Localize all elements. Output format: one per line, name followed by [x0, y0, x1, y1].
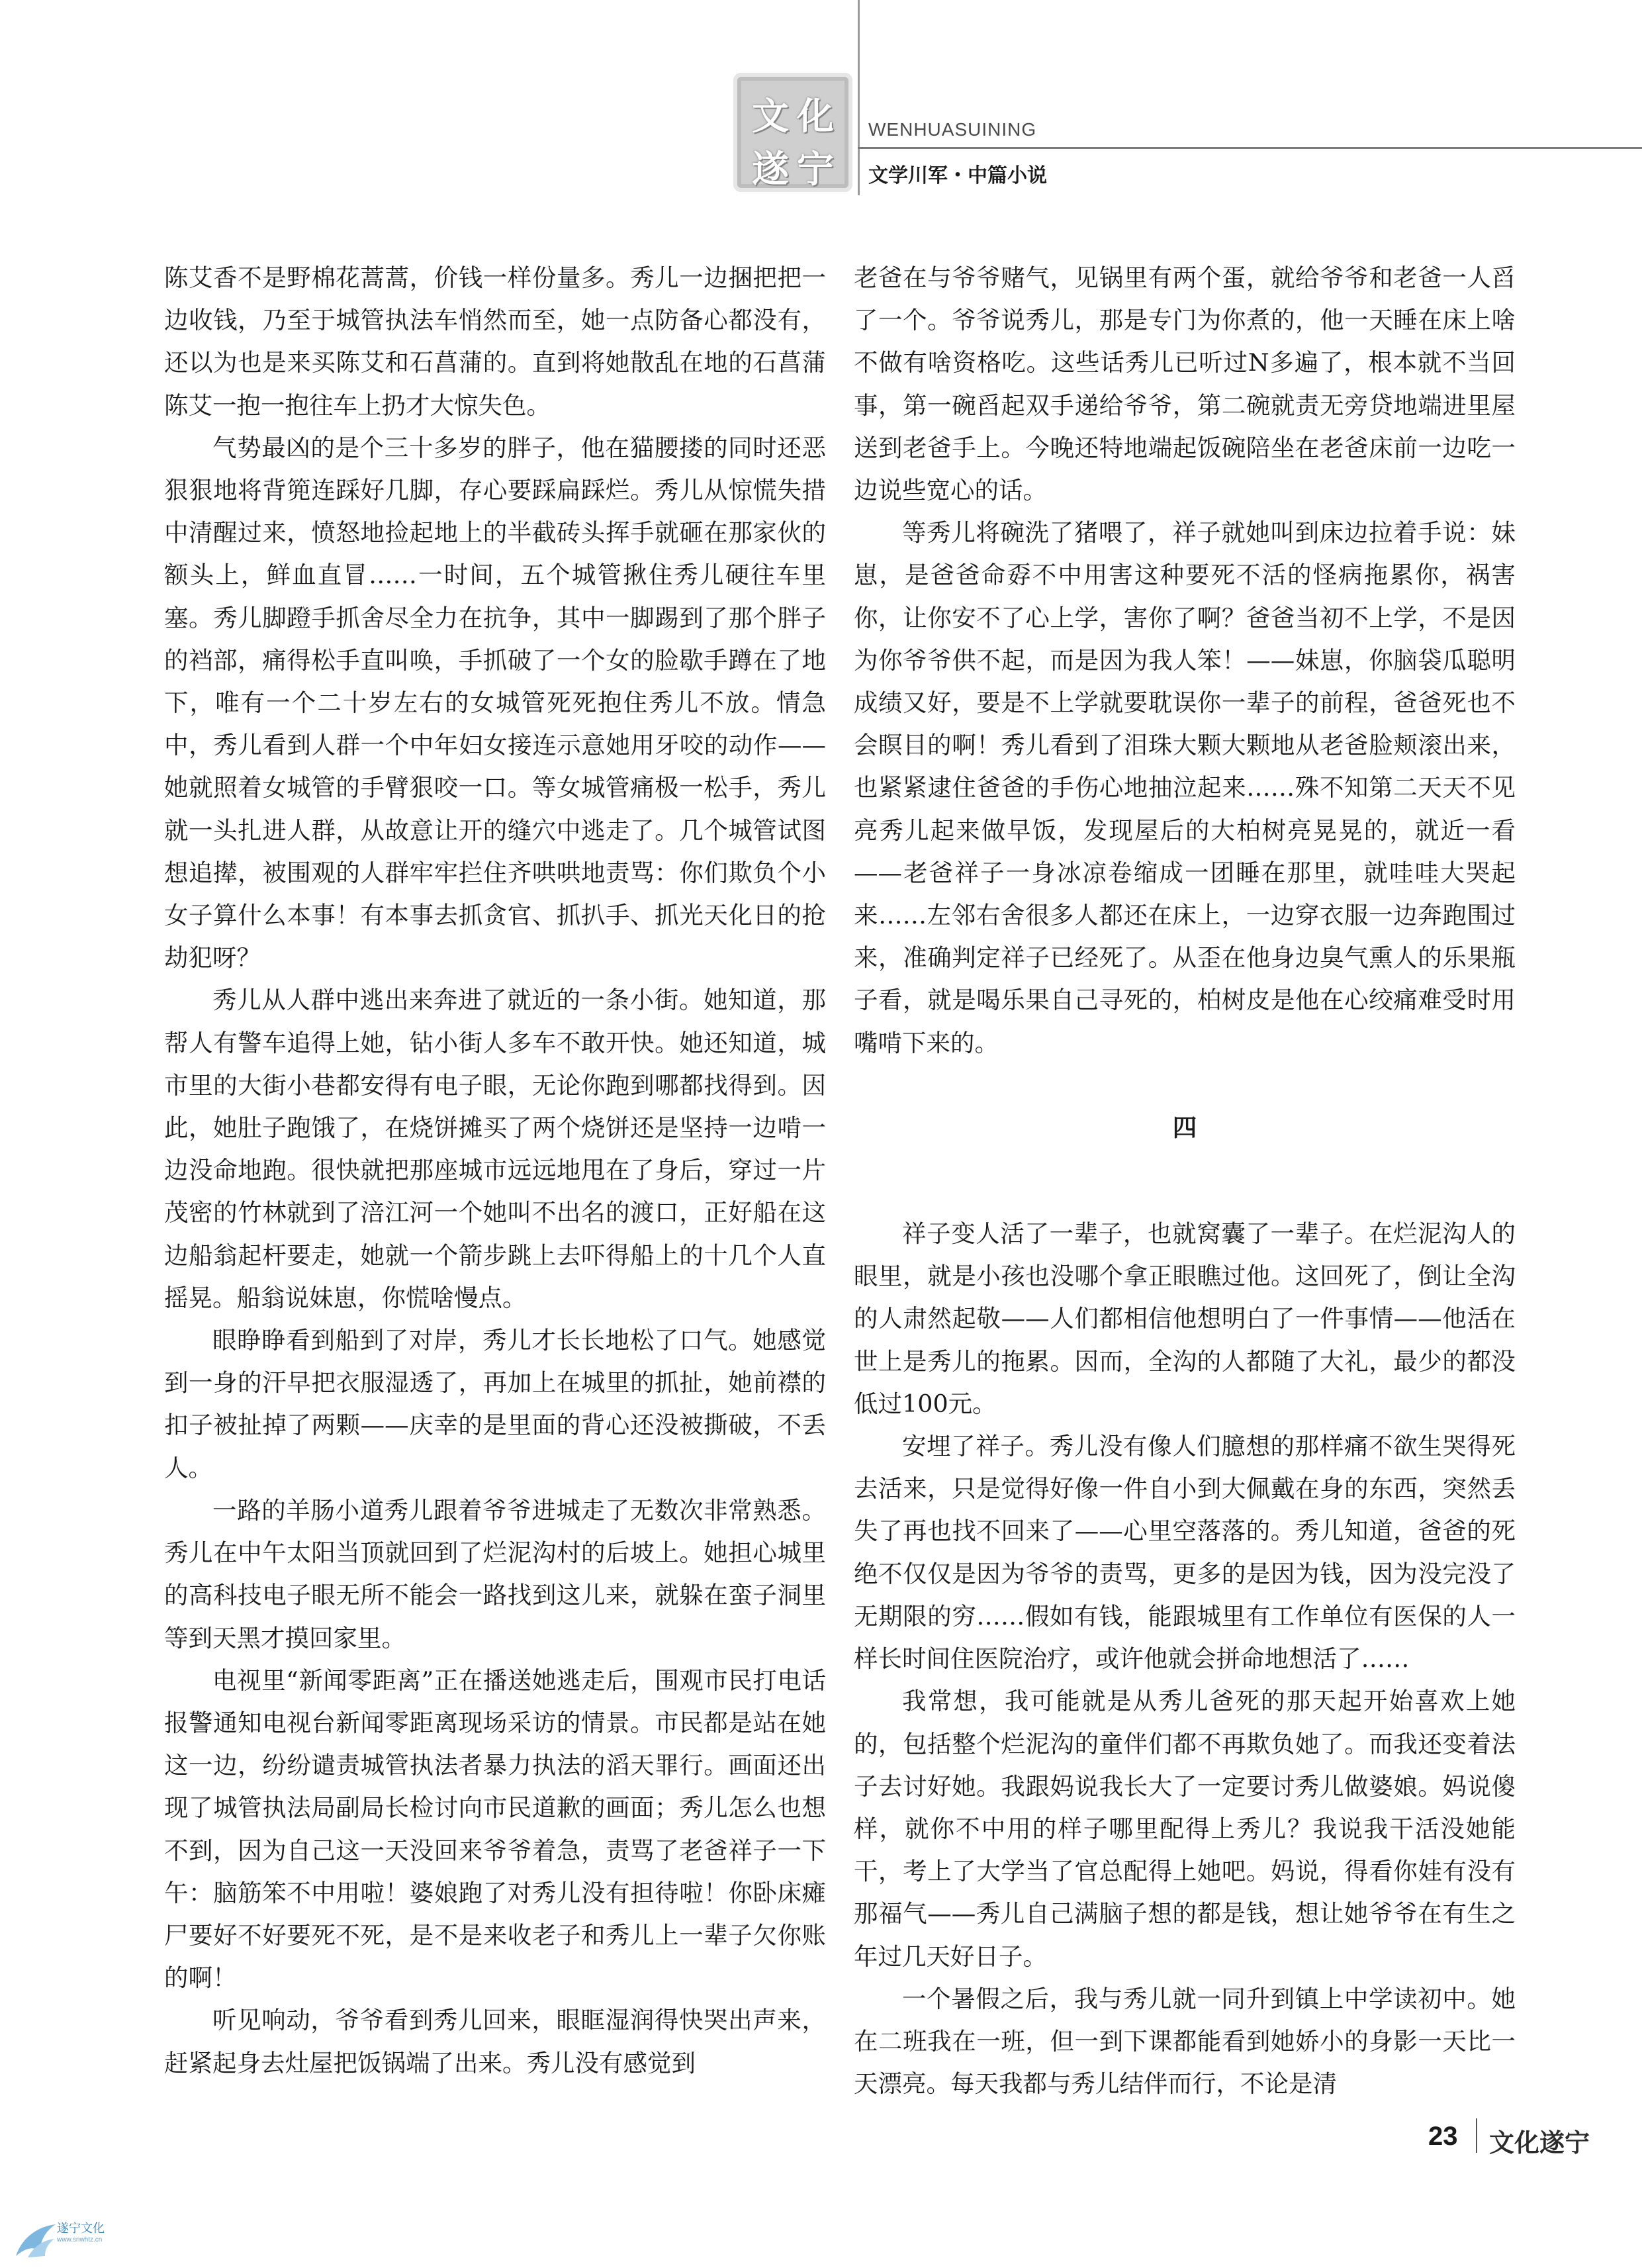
paragraph: 电视里“新闻零距离”正在播送她逃走后，围观市民打电话报警通知电视台新闻零距离现场采访的情景。市民都是站在她这一边，纷纷谴责城管执法者暴力执法的滔天罪行。画面还出现了城管执法局副局长检讨向市民道歉的画面；秀儿怎么也想不到，因为自己这一天没回来爷爷着急，责骂了老爸祥子一下午：脑筋笨不中用啦！婆娘跑了对秀儿没有担待啦！你卧床瘫尸要好不好要死不死，是不是来收老子和秀儿上一辈子欠你账的啊！ [164, 1666, 826, 1993]
seal-char-3: 遂 [752, 148, 789, 191]
footer-magazine-name: 文化遂宁 [1489, 2128, 1590, 2157]
page-number: 23 [1428, 2122, 1458, 2151]
footer-separator [1476, 2118, 1477, 2153]
paragraph: 等秀儿将碗洗了猪喂了，祥子就她叫到床边拉着手说：妹崽，是爸爸命孬不中用害这种要死不活的怪病拖累你，祸害你，让你安不了心上学，害你了啊？爸爸当初不上学，不是因为你爷爷供不起，而是因为我人笨！——妹崽，你脑袋瓜聪明成绩又好，要是不上学就要耽误你一辈子的前程，爸爸死也不会瞑目的啊！秀儿看到了泪珠大颗大颗地从老爸脸颊滚出来，也紧紧逮住爸爸的手伤心地抽泣起来……殊不知第二天天不见亮秀儿起来做早饭，发现屋后的大柏树亮晃晃的，就近一看——老爸祥子一身冰凉卷缩成一团睡在那里，就哇哇大哭起来……左邻右舍很多人都还在床上，一边穿衣服一边奔跑围过来，准确判定祥子已经死了。从歪在他身边臭气熏人的乐果瓶子看，就是喝乐果自己寻死的，柏树皮是他在心绞痛难受时用嘴啃下来的。 [854, 518, 1516, 1057]
seal-char-4: 宁 [797, 148, 834, 191]
header-vertical-rule [858, 0, 860, 195]
right-text-column [854, 257, 1516, 2105]
corner-logo-text: 遂宁文化 [57, 2222, 105, 2236]
seal-char-2: 化 [797, 95, 834, 138]
paragraph: 安埋了祥子。秀儿没有像人们臆想的那样痛不欲生哭得死去活来，只是觉得好像一件自小到大佩戴在身的东西，突然丢失了再也找不回来了——心里空落落的。秀儿知道，爸爸的死绝不仅仅是因为爷爷的责骂，更多的是因为钱，因为没完没了无期限的穷……假如有钱，能跟城里有工作单位有医保的人一样长时间住医院治疗，或许他就会拼命地想活了…… [854, 1432, 1516, 1674]
seal-char-1: 文 [752, 95, 789, 138]
corner-logo-url: www.snwhtz.cn [57, 2236, 103, 2244]
paragraph: 一个暑假之后，我与秀儿就一同升到镇上中学读初中。她在二班我在一班，但一到下课都能看到她娇小的身影一天比一天漂亮。每天我都与秀儿结伴而行，不论是清 [854, 1984, 1516, 2099]
paragraph: 秀儿从人群中逃出来奔进了就近的一条小街。她知道，那帮人有警车追得上她，钻小街人多车不敢开快。她还知道，城市里的大街小巷都安得有电子眼，无论你跑到哪都找得到。因此，她肚子跑饿了，在烧饼摊买了两个烧饼还是坚持一边啃一边没命地跑。很快就把那座城市远远地甩在了身后，穿过一片茂密的竹林就到了涪江河一个她叫不出名的渡口，正好船在这边船翁起杆要走，她就一个箭步跳上去吓得船上的十几个人直摇晃。船翁说妹崽，你慌啥慢点。 [164, 986, 826, 1312]
header-horizontal-rule [858, 147, 1642, 149]
paragraph: 气势最凶的是个三十多岁的胖子，他在猫腰搂的同时还恶狠狠地将背篼连踩好几脚，存心要踩扁踩烂。秀儿从惊慌失措中清醒过来，愤怒地捡起地上的半截砖头挥手就砸在那家伙的额头上，鲜血直冒……一时间，五个城管揪住秀儿硬往车里塞。秀儿脚蹬手抓舍尽全力在抗争，其中一脚踢到了那个胖子的裆部，痛得松手直叫唤，手抓破了一个女的脸歇手蹲在了地下，唯有一个二十岁左右的女城管死死抱住秀儿不放。情急中，秀儿看到人群一个中年妇女接连示意她用牙咬的动作——她就照着女城管的手臂狠咬一口。等女城管痛极一松手，秀儿就一头扎进人群，从故意让开的缝穴中逃走了。几个城管试图想追撵，被围观的人群牢牢拦住齐哄哄地责骂：你们欺负个小女子算什么本事！有本事去抓贪官、抓扒手、抓光天化日的抢劫犯呀？ [164, 433, 826, 972]
magazine-seal-logo [733, 73, 852, 192]
magazine-pinyin-title: WENHUASUINING [868, 119, 1037, 140]
paragraph: 陈艾香不是野棉花蒿蒿，价钱一样份量多。秀儿一边捆把把一边收钱，乃至于城管执法车悄然而至，她一点防备心都没有，还以为也是来买陈艾和石菖蒲的。直到将她散乱在地的石菖蒲陈艾一抱一抱往车上扔才大惊失色。 [164, 263, 826, 420]
paragraph: 听见响动，爷爷看到秀儿回来，眼眶湿润得快哭出声来，赶紧起身去灶屋把饭锅端了出来。秀儿没有感觉到 [164, 2006, 826, 2077]
paragraph: 祥子变人活了一辈子，也就窝囊了一辈子。在烂泥沟人的眼里，就是小孩也没哪个拿正眼瞧过他。这回死了，倒让全沟的人肃然起敬——人们都相信他想明白了一件事情——他活在世上是秀儿的拖累。因而，全沟的人都随了大礼，最少的都没低过100元。 [854, 1219, 1516, 1418]
paragraph: 老爸在与爷爷赌气，见锅里有两个蛋，就给爷爷和老爸一人舀了一个。爷爷说秀儿，那是专门为你煮的，他一天睡在床上啥不做有啥资格吃。这些话秀儿已听过N多遍了，根本就不当回事，第一碗舀起双手递给爷爷，第二碗就责无旁贷地端进里屋送到老爸手上。今晚还特地端起饭碗陪坐在老爸床前一边吃一边说些宽心的话。 [854, 263, 1516, 505]
paragraph: 我常想，我可能就是从秀儿爸死的那天起开始喜欢上她的，包括整个烂泥沟的童伴们都不再欺负她了。而我还变着法子去讨好她。我跟妈说我长大了一定要讨秀儿做婆娘。妈说傻样，就你不中用的样子哪里配得上秀儿？我说我干活没她能干，考上了大学当了官总配得上她吧。妈说，得看你娃有没有那福气——秀儿自己满脑子想的都是钱，想让她爷爷在有生之年过几天好日子。 [854, 1687, 1516, 1971]
section-label: 文学川军・中篇小说 [868, 164, 1047, 187]
section-heading: 四 [1172, 1113, 1197, 1142]
paragraph: 眼睁睁看到船到了对岸，秀儿才长长地松了口气。她感觉到一身的汗早把衣服湿透了，再加上在城里的抓扯，她前襟的扣子被扯掉了两颗——庆幸的是里面的背心还没被撕破，不丢人。 [164, 1326, 826, 1482]
paragraph: 一路的羊肠小道秀儿跟着爷爷进城走了无数次非常熟悉。秀儿在中午太阳当顶就回到了烂泥沟村的后坡上。她担心城里的高科技电子眼无所不能会一路找到这儿来，就躲在蛮子洞里等到天黑才摸回家里。 [164, 1495, 826, 1652]
left-text-column [164, 257, 826, 2085]
